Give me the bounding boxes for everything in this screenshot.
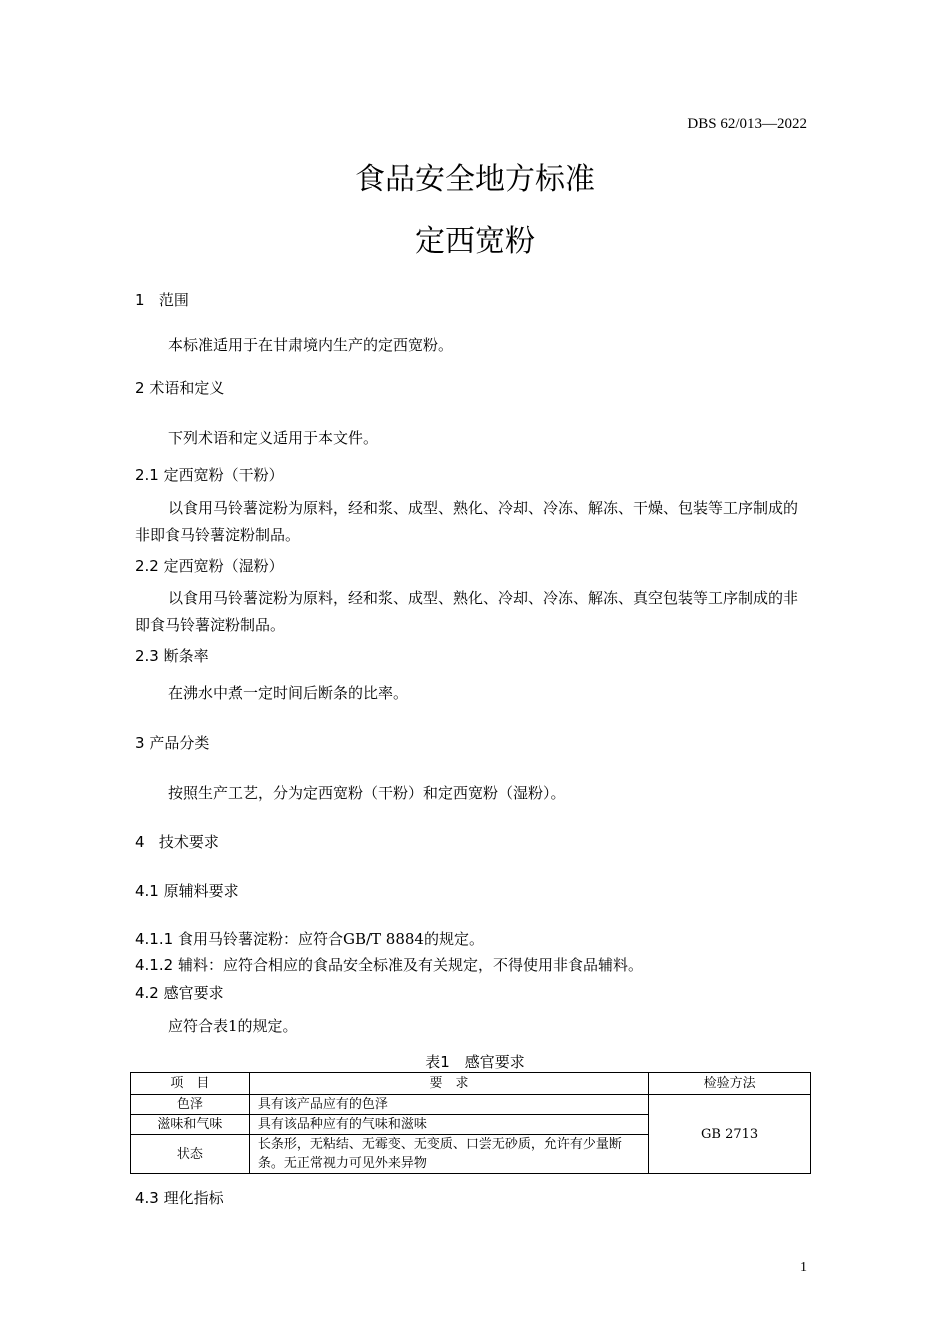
section-4-1-2 — [135, 954, 643, 975]
row-item: 状态 — [131, 1135, 250, 1174]
row-item: 滋味和气味 — [131, 1115, 250, 1135]
section-title: 技术要求 — [158, 833, 219, 851]
section-2-3-text: 在沸水中煮一定时间后断条的比率。 — [168, 684, 409, 702]
section-number: 2.2 — [135, 557, 159, 575]
section-title: 感官要求 — [163, 984, 224, 1002]
header-requirement: 要 求 — [249, 1073, 648, 1095]
section-title: 术语和定义 — [149, 379, 225, 397]
section-4-1-1 — [135, 928, 484, 949]
section-number: 2.1 — [135, 466, 159, 484]
section-text: 应符合GB/T 8884的规定。 — [297, 930, 484, 948]
table-caption: 表1 感官要求 — [425, 1053, 525, 1071]
section-number: 4.1.1 — [135, 930, 174, 948]
document-code: DBS 62/013—2022 — [687, 116, 807, 132]
section-number: 4 — [135, 833, 145, 851]
section-2-2-text: 以食用马铃薯淀粉为原料，经和浆、成型、熟化、冷却、冷冻、解冻、真空包装等工序制成的非即食马铃薯淀粉制品。 — [135, 589, 799, 634]
section-4-2-heading — [135, 982, 224, 1003]
section-text: 应符合相应的食品安全标准及有关规定，不得使用非食品辅料。 — [222, 956, 643, 974]
section-title: 范围 — [158, 291, 189, 309]
section-1-text: 本标准适用于在甘肃境内生产的定西宽粉。 — [168, 336, 454, 354]
section-title: 食用马铃薯淀粉： — [177, 930, 298, 948]
section-title: 理化指标 — [163, 1189, 224, 1207]
row-requirement: 长条形，无粘结、无霉变、无变质、口尝无砂质，允许有少量断条。无正常视力可见外来异物 — [249, 1135, 648, 1174]
section-4-2-text: 应符合表1的规定。 — [168, 1017, 298, 1035]
section-title: 产品分类 — [149, 734, 210, 752]
section-number: 4.1 — [135, 882, 159, 900]
section-2-heading — [135, 377, 224, 398]
section-number: 1 — [135, 291, 145, 309]
section-title: 原辅料要求 — [163, 882, 239, 900]
section-title: 断条率 — [163, 647, 209, 665]
section-3-text: 按照生产工艺，分为定西宽粉（干粉）和定西宽粉（湿粉）。 — [168, 784, 566, 802]
header-item: 项 目 — [131, 1073, 250, 1095]
section-2-1-text: 以食用马铃薯淀粉为原料，经和浆、成型、熟化、冷却、冷冻、解冻、干燥、包装等工序制成的非即食马铃薯淀粉制品。 — [135, 499, 799, 544]
section-1-heading — [135, 289, 189, 310]
test-method: GB 2713 — [649, 1095, 811, 1174]
section-number: 2.3 — [135, 647, 159, 665]
table-row — [131, 1095, 811, 1115]
section-number: 4.1.2 — [135, 956, 174, 974]
document-title: 食品安全地方标准 — [355, 162, 595, 197]
section-2-2-heading — [135, 555, 284, 576]
section-title: 定西宽粉（湿粉） — [163, 557, 284, 575]
section-title: 定西宽粉（干粉） — [163, 466, 284, 484]
section-number: 4.3 — [135, 1189, 159, 1207]
row-requirement: 具有该品种应有的气味和滋味 — [249, 1115, 648, 1135]
section-title: 辅料： — [177, 956, 223, 974]
section-4-heading — [135, 831, 219, 852]
section-2-text: 下列术语和定义适用于本文件。 — [168, 429, 379, 447]
section-number: 2 — [135, 379, 145, 397]
table-header-row — [131, 1073, 811, 1095]
section-4-1-heading — [135, 880, 239, 901]
section-2-3-heading — [135, 645, 209, 666]
row-item: 色泽 — [131, 1095, 250, 1115]
header-method: 检验方法 — [649, 1073, 811, 1095]
section-number: 3 — [135, 734, 145, 752]
row-requirement: 具有该产品应有的色泽 — [249, 1095, 648, 1115]
sensory-table — [130, 1072, 811, 1174]
document-subtitle: 定西宽粉 — [415, 224, 535, 259]
section-2-1-heading — [135, 464, 284, 485]
section-4-3-heading — [135, 1187, 224, 1208]
page-number: 1 — [800, 1260, 807, 1275]
section-number: 4.2 — [135, 984, 159, 1002]
section-3-heading — [135, 732, 209, 753]
